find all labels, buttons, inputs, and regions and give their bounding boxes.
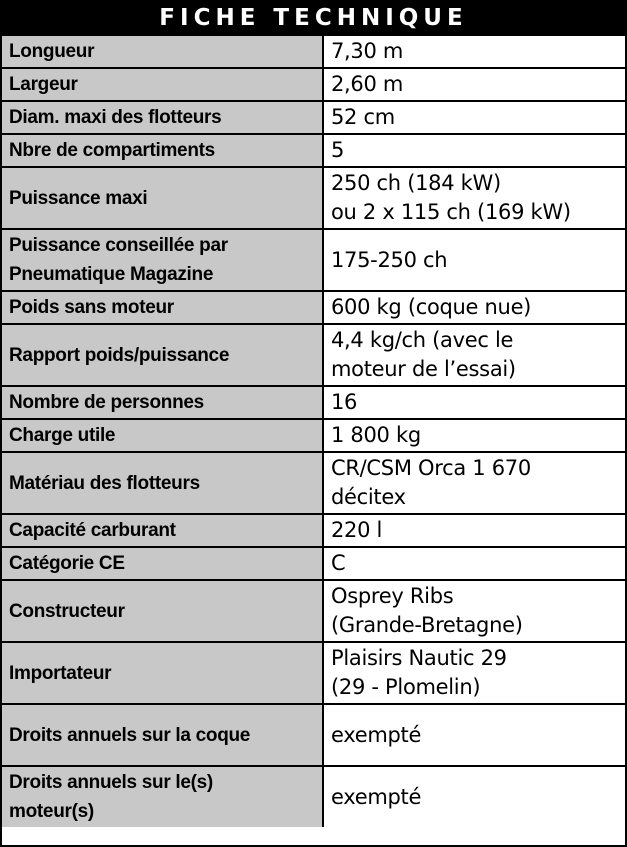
row-longueur bbox=[2, 36, 625, 68]
row-value: 1 800 kg bbox=[323, 419, 625, 452]
row-value: exempté bbox=[323, 766, 625, 827]
row-puissance-conseillee bbox=[2, 229, 625, 291]
row-value: C bbox=[323, 547, 625, 580]
row-value: 175-250 ch bbox=[323, 229, 625, 291]
row-label: Diam. maxi des flotteurs bbox=[2, 101, 323, 134]
row-value: Plaisirs Nautic 29 (29 - Plomelin) bbox=[323, 642, 625, 704]
row-value: 600 kg (coque nue) bbox=[323, 291, 625, 324]
row-constructeur bbox=[2, 580, 625, 642]
row-label: Charge utile bbox=[2, 419, 323, 452]
row-value: 2,60 m bbox=[323, 68, 625, 101]
row-label: Matériau des flotteurs bbox=[2, 452, 323, 514]
row-label: Puissance maxi bbox=[2, 167, 323, 229]
row-diametre bbox=[2, 101, 625, 134]
row-puissance-maxi bbox=[2, 167, 625, 229]
row-label: Poids sans moteur bbox=[2, 291, 323, 324]
row-label: Puissance conseillée par Pneumatique Magazine bbox=[2, 229, 323, 291]
row-value: Osprey Ribs (Grande-Bretagne) bbox=[323, 580, 625, 642]
row-largeur bbox=[2, 68, 625, 101]
row-value: 52 cm bbox=[323, 101, 625, 134]
spec-table bbox=[2, 36, 625, 827]
row-categorie bbox=[2, 547, 625, 580]
row-label: Droits annuels sur le(s) moteur(s) bbox=[2, 766, 323, 827]
row-importateur bbox=[2, 642, 625, 704]
row-value: 220 l bbox=[323, 514, 625, 547]
row-label: Constructeur bbox=[2, 580, 323, 642]
row-label: Rapport poids/puissance bbox=[2, 324, 323, 386]
row-label: Catégorie CE bbox=[2, 547, 323, 580]
row-charge bbox=[2, 419, 625, 452]
row-label: Nombre de personnes bbox=[2, 386, 323, 419]
row-carburant bbox=[2, 514, 625, 547]
row-materiau bbox=[2, 452, 625, 514]
row-value: 7,30 m bbox=[323, 36, 625, 68]
row-label: Droits annuels sur la coque bbox=[2, 704, 323, 766]
sheet-title: FICHE TECHNIQUE bbox=[2, 2, 625, 36]
row-label: Largeur bbox=[2, 68, 323, 101]
row-droits-moteur bbox=[2, 766, 625, 827]
row-compartiments bbox=[2, 134, 625, 167]
row-value: 16 bbox=[323, 386, 625, 419]
row-value: exempté bbox=[323, 704, 625, 766]
row-value: CR/CSM Orca 1 670 décitex bbox=[323, 452, 625, 514]
row-poids bbox=[2, 291, 625, 324]
row-label: Nbre de compartiments bbox=[2, 134, 323, 167]
row-value: 5 bbox=[323, 134, 625, 167]
row-rapport bbox=[2, 324, 625, 386]
row-value: 4,4 kg/ch (avec le moteur de l’essai) bbox=[323, 324, 625, 386]
row-label: Longueur bbox=[2, 36, 323, 68]
row-droits-coque bbox=[2, 704, 625, 766]
row-label: Capacité carburant bbox=[2, 514, 323, 547]
row-personnes bbox=[2, 386, 625, 419]
row-value: 250 ch (184 kW) ou 2 x 115 ch (169 kW) bbox=[323, 167, 625, 229]
row-label: Importateur bbox=[2, 642, 323, 704]
